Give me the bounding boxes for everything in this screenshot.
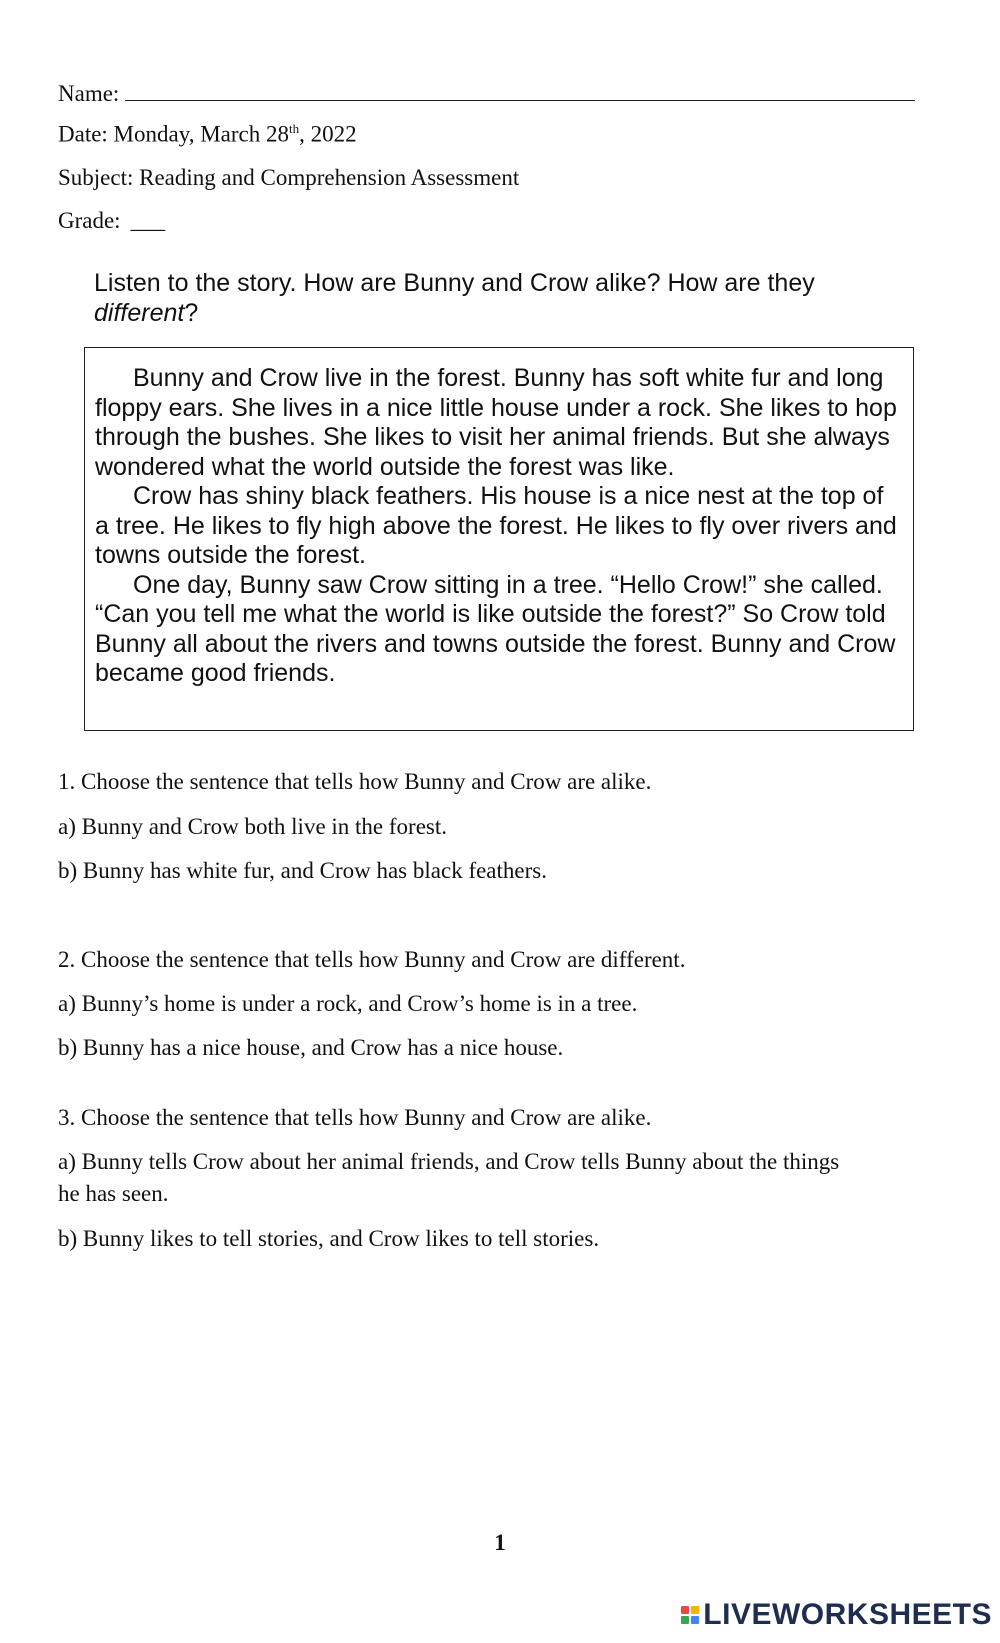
question-1-option-a[interactable]: a) Bunny and Crow both live in the forest. — [58, 814, 448, 839]
question-1-option-b[interactable]: b) Bunny has white fur, and Crow has black feathers. — [58, 858, 547, 883]
name-field[interactable] — [58, 78, 915, 107]
instruction-end: ? — [184, 299, 199, 327]
name-label: Name: — [58, 81, 120, 106]
instruction-italic: different — [94, 299, 185, 327]
date-year: , 2022 — [299, 121, 357, 147]
name-blank-line[interactable] — [125, 78, 915, 101]
question-2-option-b[interactable]: b) Bunny has a nice house, and Crow has a nice house. — [58, 1035, 564, 1060]
question-1-prompt: 1. Choose the sentence that tells how Bunny and Crow are alike. — [58, 769, 652, 794]
story-paragraph: Bunny and Crow live in the forest. Bunny has soft white fur and long floppy ears. She lives in a nice little house under a rock. She likes to hop through the bushes. She likes to visit her animal friends. But she always wondered what the world outside the forest was like. — [95, 364, 897, 481]
grade-field[interactable] — [58, 208, 165, 234]
instruction-text — [94, 268, 914, 328]
instruction-main: Listen to the story. How are Bunny and Crow alike? How are they — [94, 269, 815, 297]
grade-label: Grade: — [58, 208, 121, 233]
story-paragraph: One day, Bunny saw Crow sitting in a tree. “Hello Crow!” she called. “Can you tell me what the world is like outside the forest?” So Crow told Bunny all about the rivers and towns outside the forest. Bunny and Crow became good friends. — [95, 570, 896, 687]
page-number: 1 — [494, 1530, 506, 1555]
question-3-prompt: 3. Choose the sentence that tells how Bunny and Crow are alike. — [58, 1105, 652, 1130]
grade-blank[interactable]: ___ — [130, 208, 166, 233]
date-label: Date: Monday, March 28 — [58, 121, 289, 147]
liveworksheets-logo-icon — [681, 1606, 699, 1624]
brand-name: LIVEWORKSHEETS — [703, 1598, 992, 1631]
question-2-prompt: 2. Choose the sentence that tells how Bunny and Crow are different. — [58, 947, 686, 972]
story-box — [84, 347, 914, 731]
story-paragraph: Crow has shiny black feathers. His house is a nice nest at the top of a tree. He likes to fly high above the forest. He likes to fly over rivers and towns outside the forest. — [95, 482, 897, 569]
question-2-option-a[interactable]: a) Bunny’s home is under a rock, and Crow’s home is in a tree. — [58, 991, 638, 1016]
subject-line: Subject: Reading and Comprehension Assessment — [58, 165, 520, 190]
date-line — [58, 121, 357, 148]
date-suffix: th — [289, 121, 300, 136]
question-3-option-b[interactable]: b) Bunny likes to tell stories, and Crow likes to tell stories. — [58, 1226, 600, 1251]
question-3-option-a[interactable]: a) Bunny tells Crow about her animal friends, and Crow tells Bunny about the things he has seen. — [58, 1149, 840, 1206]
liveworksheets-logo[interactable] — [681, 1598, 992, 1632]
